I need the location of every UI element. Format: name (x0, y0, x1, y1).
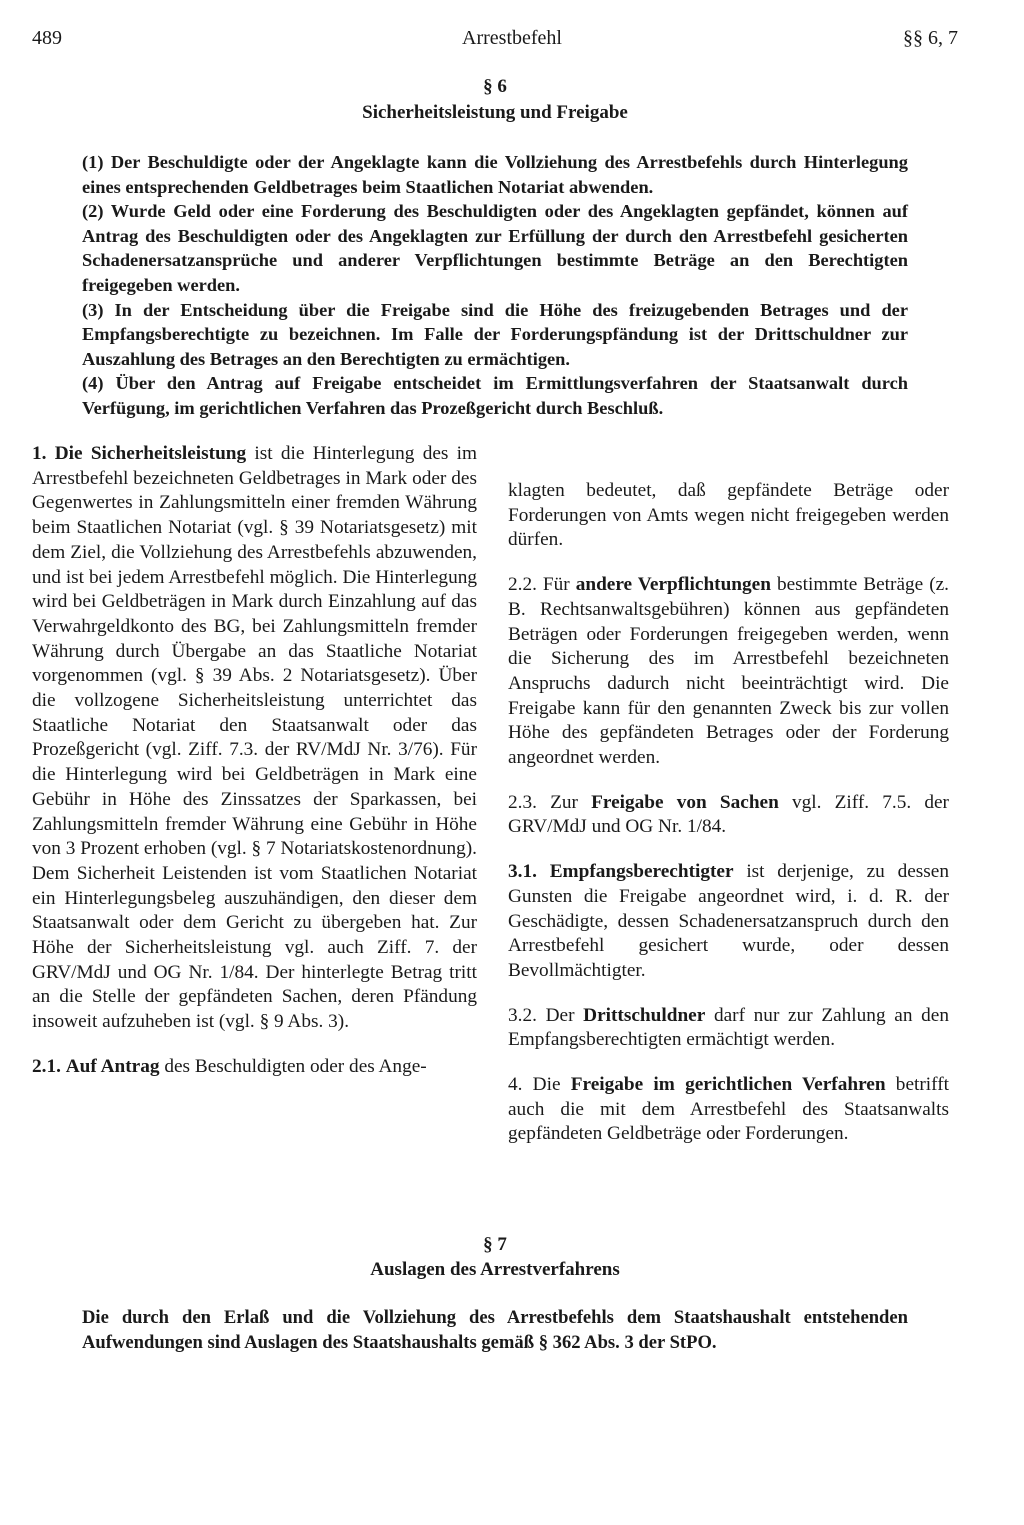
commentary-2-3-text: vgl. Ziff. 7.5. der GRV/MdJ und OG Nr. 1/84. (508, 791, 949, 838)
commentary-2-2 (508, 573, 949, 771)
law-paragraph-1: (1) Der Beschuldigte oder der Angeklagte kann die Vollziehung des Arrestbefehls durch Hinterlegung eines entsprechenden Geldbetrages beim Staatlichen Notariat abwenden. (82, 152, 908, 197)
commentary-3-2-text: darf nur zur Zahlung an den Empfangsberechtigten ermächtigt werden. (508, 1004, 949, 1051)
commentary-2-2-term: andere Verpflichtungen (575, 574, 771, 596)
section-7-number: § 7 (483, 1234, 507, 1255)
commentary-4-text: betrifft auch die mit dem Arrestbefehl des Staatsanwalts gepfändeten Geldbeträge oder Forderungen. (508, 1074, 949, 1145)
commentary-right-column (508, 479, 949, 1147)
running-title: Arrestbefehl (462, 27, 562, 49)
commentary-3-2-term: Drittschuldner (583, 1004, 706, 1026)
commentary-2-1-term: Auf Antrag (65, 1055, 160, 1077)
commentary-2-1-number: 2.1. (32, 1055, 61, 1077)
commentary-left-column (32, 442, 477, 1080)
commentary-3-1 (508, 860, 949, 984)
commentary-2-3 (508, 791, 949, 840)
section-6-law-text (82, 150, 908, 421)
law-paragraph-3: (3) In der Entscheidung über die Freigabe sind die Höhe des freizugebenden Betrages und der Empfangsberechtigte zu bezeichnen. Im Falle der Forderungspfändung ist der Drittschuldner zur Auszahlung des Betrages an den Berechtigten zu ermächtigen. (82, 299, 908, 369)
commentary-2-1-continued: klagten bedeutet, daß gepfändete Beträge oder Forderungen von Amts wegen nicht freigegeben werden dürfen. (508, 480, 949, 551)
commentary-2-2-prefix: 2.2. Für (508, 574, 570, 596)
section-7-law-text: Die durch den Erlaß und die Vollziehung des Arrestbefehls dem Staatshaushalt entstehenden Aufwendungen sind Auslagen des Staatshaushalts gemäß § 362 Abs. 3 der StPO. (82, 1307, 908, 1353)
commentary-2-2-text: bestimmte Beträge (z. B. Rechtsanwaltsgebühren) können aus gepfändeten Beträgen oder Forderungen freigegeben werden, wenn die Sicherung des im Arrestbefehl bezeichneten Anspruchs dadurch nicht beeinträchtigt wird. Die Freigabe kann für den genannten Zweck bis zur vollen Höhe des gepfändeten Betrages oder der Forderung angeordnet werden. (508, 574, 950, 769)
commentary-3-1-text: ist derjenige, zu dessen Gunsten die Freigabe angeordnet wird, i. d. R. der Geschädigte, dessen Schadenersatzanspruch durch den Arrestbefehl gesichert wurde, oder dessen Bevollmächtigter. (508, 861, 949, 981)
section-6-number: § 6 (483, 76, 507, 97)
commentary-3-2 (508, 1004, 949, 1053)
commentary-2-3-term: Freigabe von Sachen (591, 791, 779, 813)
commentary-4 (508, 1073, 949, 1147)
section-7-title: Auslagen des Arrestverfahrens (370, 1259, 620, 1280)
law-paragraph-2: (2) Wurde Geld oder eine Forderung des Beschuldigten oder des Angeklagten gepfändet, können auf Antrag des Beschuldigten oder des Angeklagten zur Erfüllung der durch den Arrestbefehl gesicherten Schadenersatzansprüche und anderer Verpflichtungen bestimmte Beträge an den Berechtigten freigegeben werden. (82, 201, 908, 295)
commentary-2-3-prefix: 2.3. Zur (508, 791, 578, 813)
commentary-1-term: Sicherheitsleistung (90, 443, 247, 464)
commentary-3-1-number: 3.1. (508, 861, 537, 883)
commentary-3-1-term: Empfangsberechtigter (549, 861, 734, 883)
page-number: 489 (32, 27, 62, 49)
section-reference: §§ 6, 7 (903, 27, 958, 49)
law-paragraph-4: (4) Über den Antrag auf Freigabe entscheidet im Ermittlungsverfahren der Staatsanwalt durch Verfügung, im gerichtlichen Verfahren das Prozeßgericht durch Beschluß. (82, 373, 908, 418)
commentary-1 (32, 442, 477, 1035)
commentary-1-text: ist die Hinterlegung des im Arrestbefehl bezeichneten Geldbetrages in Mark oder des Gegenwertes in Zahlungsmitteln einer fremden Währung beim Staatlichen Notariat (vgl. § 39 Notariatsgesetz) mit dem Ziel, die Vollziehung des Arrestbefehls abzuwenden, und ist bei jedem Arrestbefehl möglich. Die Hinterlegung wird bei Geldbeträgen in Mark durch Einzahlung auf das Verwahrgeldkonto des BG, bei Zahlungsmitteln fremder Währung durch Übergabe an das Staatliche Notariat vorgenommen (vgl. § 39 Abs. 2 Notariatsgesetz). Über die vollzogene Sicherheitsleistung unterrichtet das Staatliche Notariat den Staatsanwalt oder das Prozeßgericht (vgl. Ziff. 7.3. der RV/MdJ Nr. 3/76). Für die Hinterlegung wird bei Geldbeträgen in Mark eine Gebühr in Höhe des Zinssatzes der Sparkassen, bei Zahlungsmitteln fremder Währung eine Gebühr in Höhe von 3 Prozent erhoben (vgl. § 7 Notariatskostenordnung). Dem Sicherheit Leistenden ist vom Staatlichen Notariat ein Hinterlegungsbeleg auszuhändigen, den dieser dem Staatsanwalt oder dem Gericht zu übergeben hat. Zur Höhe der Sicherheitsleistung vgl. auch Ziff. 7. der GRV/MdJ und OG Nr. 1/84. Der hinterlegte Betrag tritt an die Stelle der gepfändeten Sachen, deren Pfändung insoweit aufzuheben ist (vgl. § 9 Abs. 3). (32, 443, 477, 1033)
commentary-4-term: Freigabe im gerichtlichen Verfahren (570, 1074, 886, 1096)
commentary-1-number: 1. Die (32, 443, 83, 464)
commentary-4-prefix: 4. Die (508, 1074, 561, 1096)
section-6-title: Sicherheitsleistung und Freigabe (362, 102, 628, 123)
commentary-2-1-text-start: des Beschuldigten oder des Ange- (164, 1055, 427, 1077)
commentary-3-2-prefix: 3.2. Der (508, 1004, 575, 1026)
commentary-2-1 (32, 1055, 477, 1080)
